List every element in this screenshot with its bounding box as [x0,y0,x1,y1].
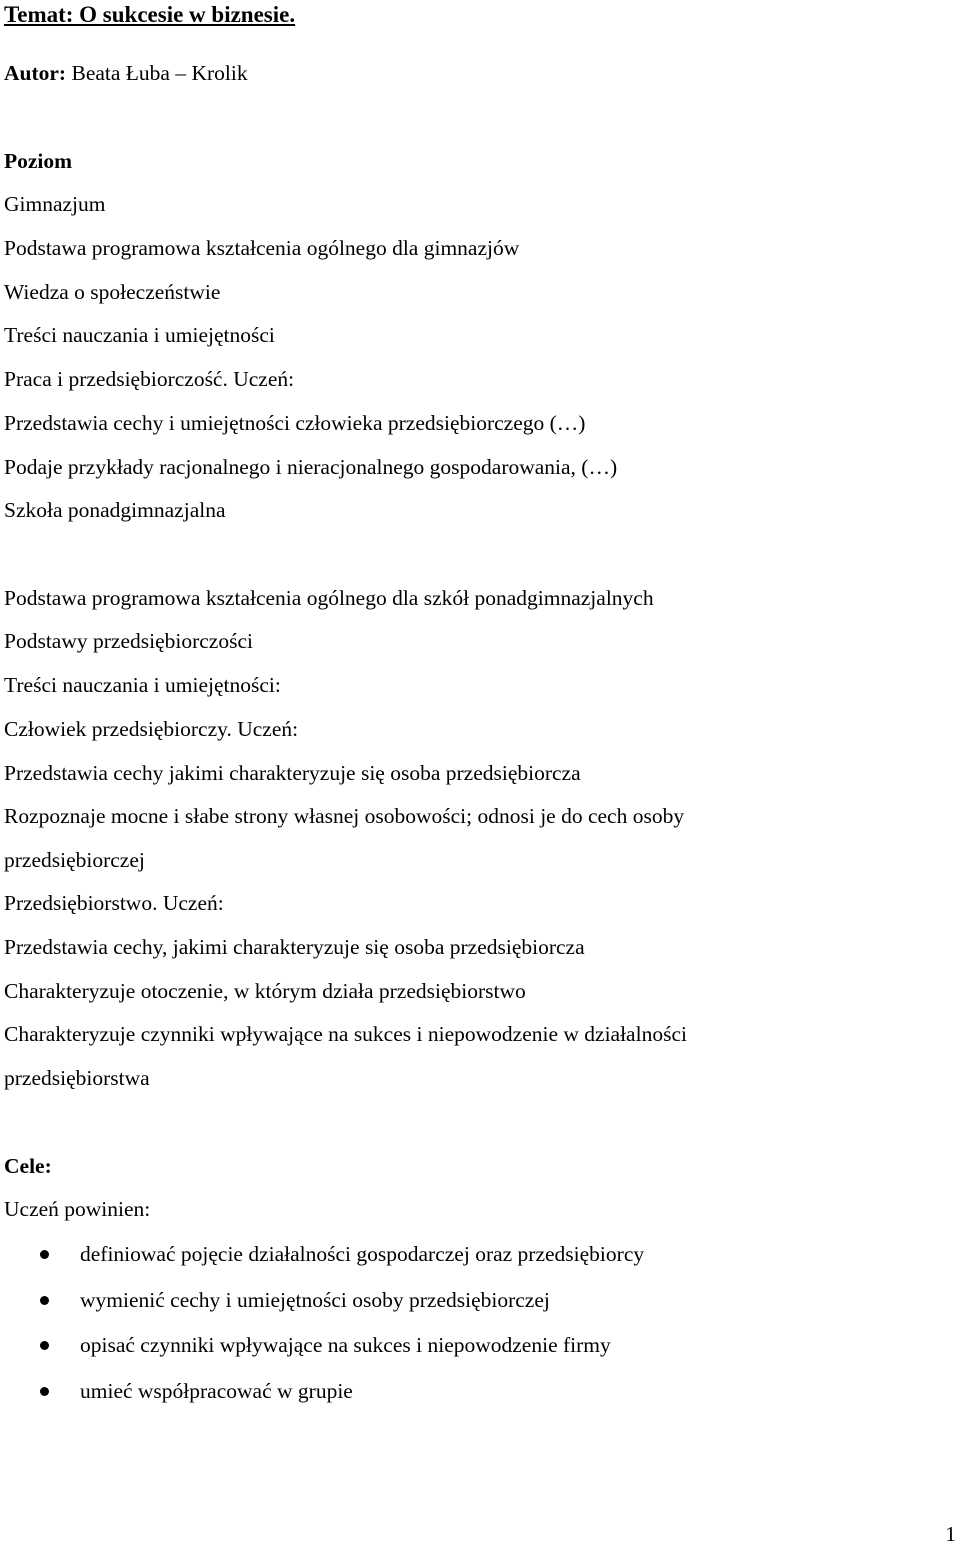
text-line: Przedsiębiorstwo. Uczeń: [4,891,224,915]
text-line: Człowiek przedsiębiorczy. Uczeń: [4,717,299,741]
text-line: Podstawa programowa kształcenia ogólnego dla gimnazjów [4,236,520,260]
goals-heading: Cele: [4,1154,52,1178]
bullet-icon [40,1387,49,1396]
text-line: Podstawa programowa kształcenia ogólnego dla szkół ponadgimnazjalnych [4,586,654,610]
text-line: Treści nauczania i umiejętności: [4,673,281,697]
text-line: Przedstawia cechy jakimi charakteryzuje się osoba przedsiębiorcza [4,761,581,785]
text-line: Przedstawia cechy, jakimi charakteryzuje się osoba przedsiębiorcza [4,935,585,959]
text-line: przedsiębiorstwa [4,1066,150,1090]
bullet-icon [40,1296,49,1305]
text-line: Wiedza o społeczeństwie [4,280,221,304]
text-line: Praca i przedsiębiorczość. Uczeń: [4,367,295,391]
text-line: przedsiębiorczej [4,848,145,872]
text-line: Charakteryzuje czynniki wpływające na sukces i niepowodzenie w działalności [4,1022,687,1046]
author-label: Autor: [4,61,67,85]
author-line [4,60,248,86]
list-item-text: umieć współpracować w grupie [80,1379,353,1403]
document-title: Temat: O sukcesie w biznesie. [4,2,296,27]
text-line: Gimnazjum [4,192,106,216]
bullet-icon [40,1341,49,1350]
list-item-text: definiować pojęcie działalności gospodarczej oraz przedsiębiorcy [80,1242,645,1266]
goals-intro: Uczeń powinien: [4,1197,151,1221]
author-name: Beata Łuba – Krolik [71,61,248,85]
page-number: 1 [945,1522,956,1546]
text-line: Podaje przykłady racjonalnego i nieracjonalnego gospodarowania, (…) [4,455,618,479]
list-item-text: wymienić cechy i umiejętności osoby przedsiębiorczej [80,1288,550,1312]
text-line: Podstawy przedsiębiorczości [4,629,253,653]
bullet-icon [40,1250,49,1259]
text-line: Szkoła ponadgimnazjalna [4,498,226,522]
text-line: Rozpoznaje mocne i słabe strony własnej osobowości; odnosi je do cech osoby [4,804,685,828]
text-line: Przedstawia cechy i umiejętności człowieka przedsiębiorczego (…) [4,411,586,435]
text-line: Charakteryzuje otoczenie, w którym działa przedsiębiorstwo [4,979,526,1003]
text-line: Treści nauczania i umiejętności [4,323,275,347]
level-heading: Poziom [4,149,73,173]
list-item-text: opisać czynniki wpływające na sukces i niepowodzenie firmy [80,1333,611,1357]
